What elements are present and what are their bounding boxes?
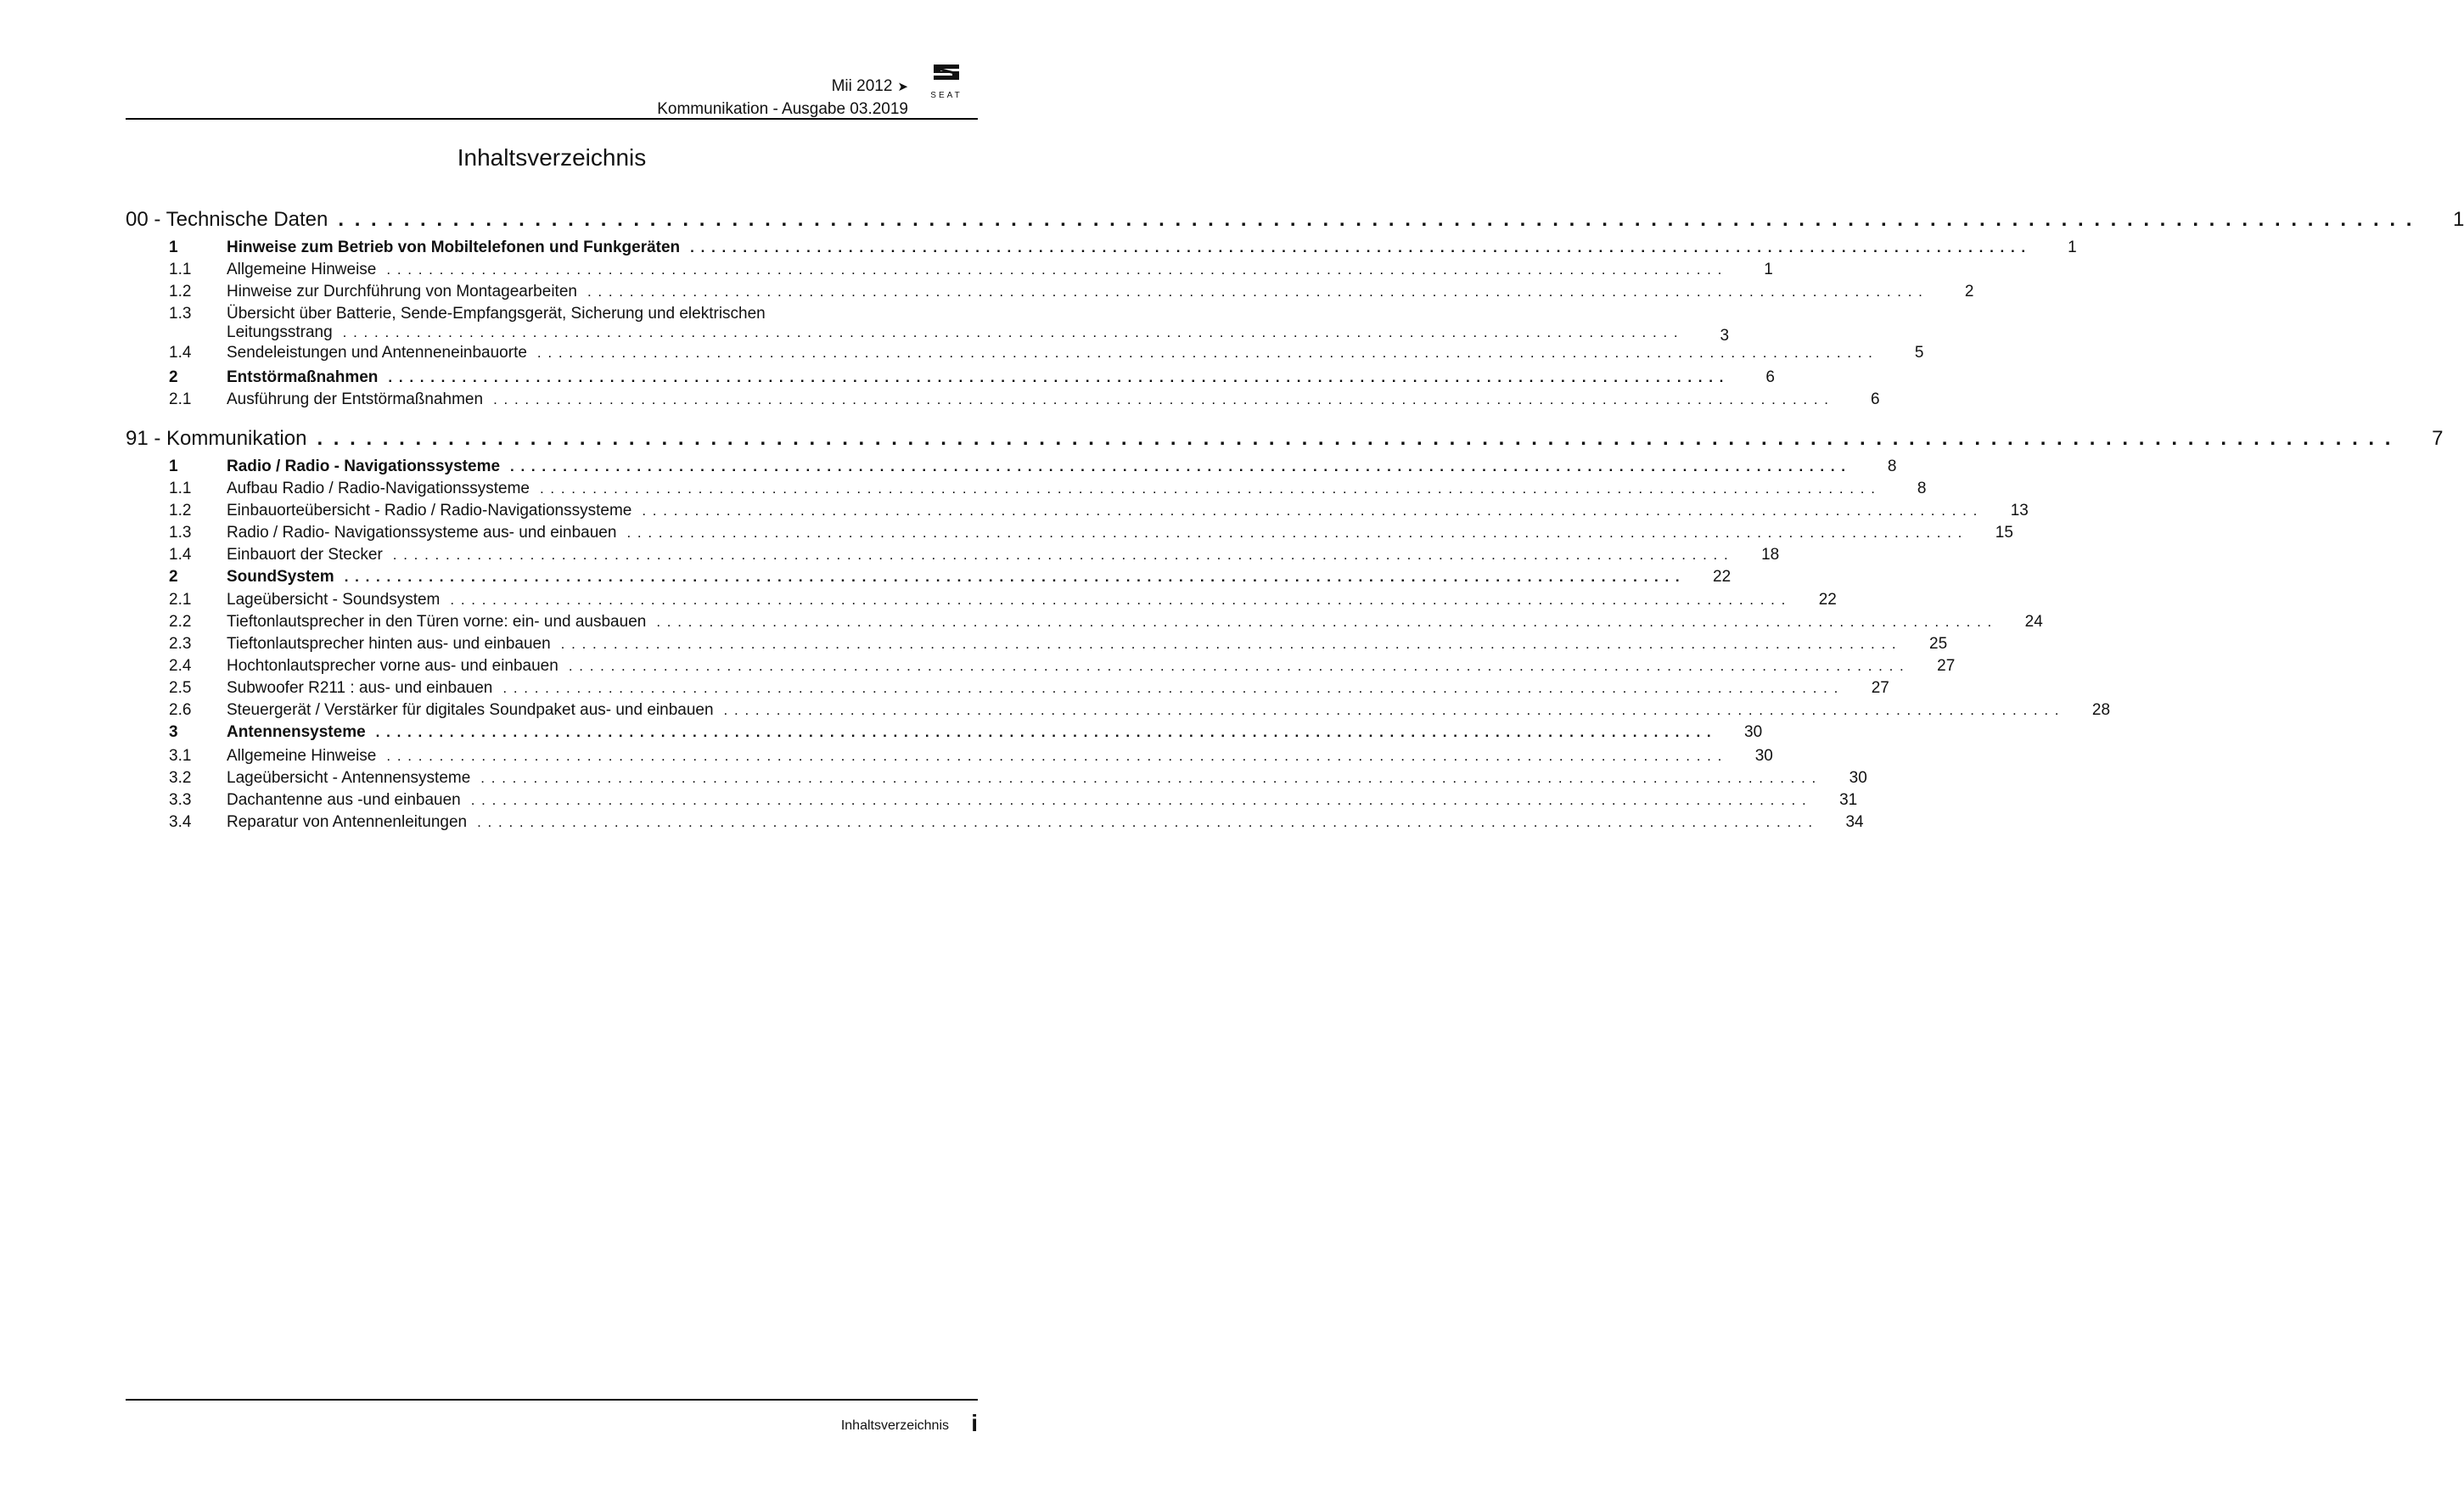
brand-text: SEAT [930,91,963,100]
toc-section-number: 1.3 [169,305,192,323]
toc-section-number: 1 [169,239,178,256]
toc-chapter[interactable] [126,427,2444,452]
toc-page-number: 8 [1917,480,1927,497]
toc-section-number: 3.1 [169,747,192,765]
toc-leader [345,568,1681,587]
toc-leader [376,723,1712,742]
toc-leader [537,344,1873,362]
toc-leader [388,368,1724,387]
toc-section-number: 2.1 [169,390,192,408]
header-model-text: Mii 2012 [831,77,893,95]
toc-section-title: Reparatur von Antennenleitungen [227,813,468,831]
toc-page-number: 2 [1964,283,1974,300]
toc-subchapter[interactable] [126,368,1775,389]
page-title: Inhaltsverzeichnis [457,144,647,171]
toc-section-title: Hochtonlautsprecher vorne aus- und einbauen [227,657,558,675]
toc-section[interactable] [126,261,1773,281]
toc-page-number: 22 [1713,568,1732,586]
toc-page-number: 22 [1818,591,1837,609]
toc-page-number: 6 [1765,368,1775,386]
toc-section-number: 1.2 [169,283,192,300]
toc-section-number: 2.2 [169,613,192,631]
header-subtitle: Kommunikation - Ausgabe 03.2019 [657,100,908,118]
toc-section-number: 3 [169,723,178,741]
toc-section[interactable] [126,344,1924,364]
toc-section[interactable] [126,502,2029,522]
toc-section-title: Hinweise zur Durchführung von Montagearbeiten [227,283,577,300]
toc-page-number: 30 [1744,723,1763,741]
toc-section[interactable] [126,591,1837,611]
toc-section-number: 1.1 [169,480,192,497]
toc-section-title: Lageübersicht - Soundsystem [227,591,441,609]
toc-section-number: 3.3 [169,791,192,809]
toc-section-title: Sendeleistungen und Antenneneinbauorte [227,344,527,362]
toc-leader [510,458,1846,476]
toc-section[interactable] [126,701,2111,722]
header-rule [126,118,978,120]
footer-label: Inhaltsverzeichnis [840,1418,949,1433]
toc-section-number: 1.4 [169,546,192,564]
toc-page-number: 1 [2453,208,2464,231]
toc-section-title: SoundSystem [227,568,334,586]
toc-section-number: 1.3 [169,524,192,542]
toc-section-number: 1.2 [169,502,192,519]
toc-section[interactable] [126,791,1858,811]
toc-page-number: 24 [2024,613,2043,631]
toc-section-title: Übersicht über Batterie, Sende-Empfangsgerät, Sicherung und elektrischen [227,305,766,323]
toc-section-number: 2.6 [169,701,192,719]
footer-page-number: i [971,1410,978,1436]
toc-section-number: 1.4 [169,344,192,362]
toc-page-number: 31 [1839,791,1858,809]
toc-leader [502,679,1838,698]
toc-page-number: 7 [2432,427,2444,450]
toc-leader [338,208,2414,232]
toc-section-number: 1 [169,458,178,475]
toc-section-number: 2.5 [169,679,192,697]
toc-section[interactable] [126,747,1773,767]
toc-page-number: 34 [1845,813,1864,831]
toc-leader [626,524,1962,542]
toc-page-number: 27 [1937,657,1956,675]
toc-section-number: 2.1 [169,591,192,609]
toc-leader [480,769,1816,788]
toc-leader [561,635,1897,654]
toc-section[interactable] [126,305,1730,345]
toc-page-number: 3 [1720,327,1730,345]
toc-section[interactable] [126,657,1956,677]
toc-leader [317,427,2393,451]
toc-section-title: Dachantenne aus -und einbauen [227,791,461,809]
toc-section[interactable] [126,635,1948,655]
toc-section[interactable] [126,679,1889,699]
toc-leader [493,390,1829,409]
toc-page-number: 25 [1929,635,1948,653]
toc-section-title: Einbauorteübersicht - Radio / Radio-Navigationssysteme [227,502,632,519]
toc-section-title-cont: Leitungsstrang [227,323,333,341]
toc-leader [656,613,1992,632]
toc-page-number: 30 [1754,747,1773,765]
toc-leader [724,701,2060,720]
toc-page-number: 6 [1870,390,1880,408]
toc-leader [540,480,1876,498]
toc-leader [642,502,1978,520]
toc-section-title: Tieftonlautsprecher hinten aus- und einbauen [227,635,551,653]
toc-section-title: Radio / Radio- Navigationssysteme aus- und einbauen [227,524,617,542]
toc-chapter-title: 00 - Technische Daten [126,208,328,231]
toc-section-title: Ausführung der Entstörmaßnahmen [227,390,484,408]
toc-section[interactable] [126,524,2013,544]
toc-section[interactable] [126,390,1880,411]
header-model [832,76,908,98]
toc-section-title: Radio / Radio - Navigationssysteme [227,458,501,475]
toc-section[interactable] [126,813,1864,834]
toc-leader [587,283,1923,301]
toc-section-title: Allgemeine Hinweise [227,261,377,278]
toc-page-number: 8 [1887,458,1897,475]
toc-page-number: 1 [2068,239,2077,256]
toc-subchapter[interactable] [126,568,1732,588]
toc-section-number: 1.1 [169,261,192,278]
toc-section-title: Entstörmaßnahmen [227,368,379,386]
toc-page-number: 1 [1764,261,1773,278]
toc-section-title: Aufbau Radio / Radio-Navigationssysteme [227,480,530,497]
toc-section-title: Tieftonlautsprecher in den Türen vorne: ein- und ausbauen [227,613,647,631]
footer-rule [126,1399,978,1401]
toc-subchapter[interactable] [126,239,2077,259]
toc-section-number: 2 [169,368,178,386]
toc-page-number: 13 [2010,502,2029,519]
toc-section-title: Allgemeine Hinweise [227,747,377,765]
toc-section[interactable] [126,613,2043,633]
toc-leader [569,657,1905,676]
toc-leader [477,813,1813,832]
seat-emblem-icon [934,65,959,80]
arrow-icon: ➤ [897,80,908,94]
toc-page-number: 28 [2091,701,2111,719]
toc-section[interactable] [126,769,1867,789]
toc-section-number: 2 [169,568,178,586]
toc-leader [386,261,1722,279]
toc-chapter[interactable] [126,208,2464,233]
toc-section-number: 2.4 [169,657,192,675]
toc-section[interactable] [126,546,1780,566]
toc-leader [343,323,1679,342]
toc-leader [471,791,1807,810]
toc-section-title: Subwoofer R211 : aus- und einbauen [227,679,493,697]
toc-page-number: 30 [1849,769,1867,787]
toc-leader [393,546,1729,564]
toc-page-number: 27 [1871,679,1889,697]
toc-section[interactable] [126,480,1927,500]
toc-section-title: Steuergerät / Verstärker für digitales Soundpaket aus- und einbauen [227,701,714,719]
toc-section-number: 3.2 [169,769,192,787]
toc-section[interactable] [126,283,1974,303]
toc-section-title: Antennensysteme [227,723,366,741]
toc-section-title: Lageübersicht - Antennensysteme [227,769,471,787]
toc-leader [690,239,2026,257]
toc-subchapter[interactable] [126,458,1897,478]
toc-leader [386,747,1722,766]
toc-page-number: 5 [1914,344,1924,362]
toc-section-title: Hinweise zum Betrieb von Mobiltelefonen und Funkgeräten [227,239,681,256]
toc-section-title: Einbauort der Stecker [227,546,383,564]
toc-page-number: 18 [1761,546,1780,564]
toc-section-number: 2.3 [169,635,192,653]
toc-chapter-title: 91 - Kommunikation [126,427,307,450]
toc-subchapter[interactable] [126,723,1763,744]
toc-section-number: 3.4 [169,813,192,831]
toc-leader [450,591,1786,609]
toc-page-number: 15 [1995,524,2013,542]
seat-logo [922,63,971,104]
